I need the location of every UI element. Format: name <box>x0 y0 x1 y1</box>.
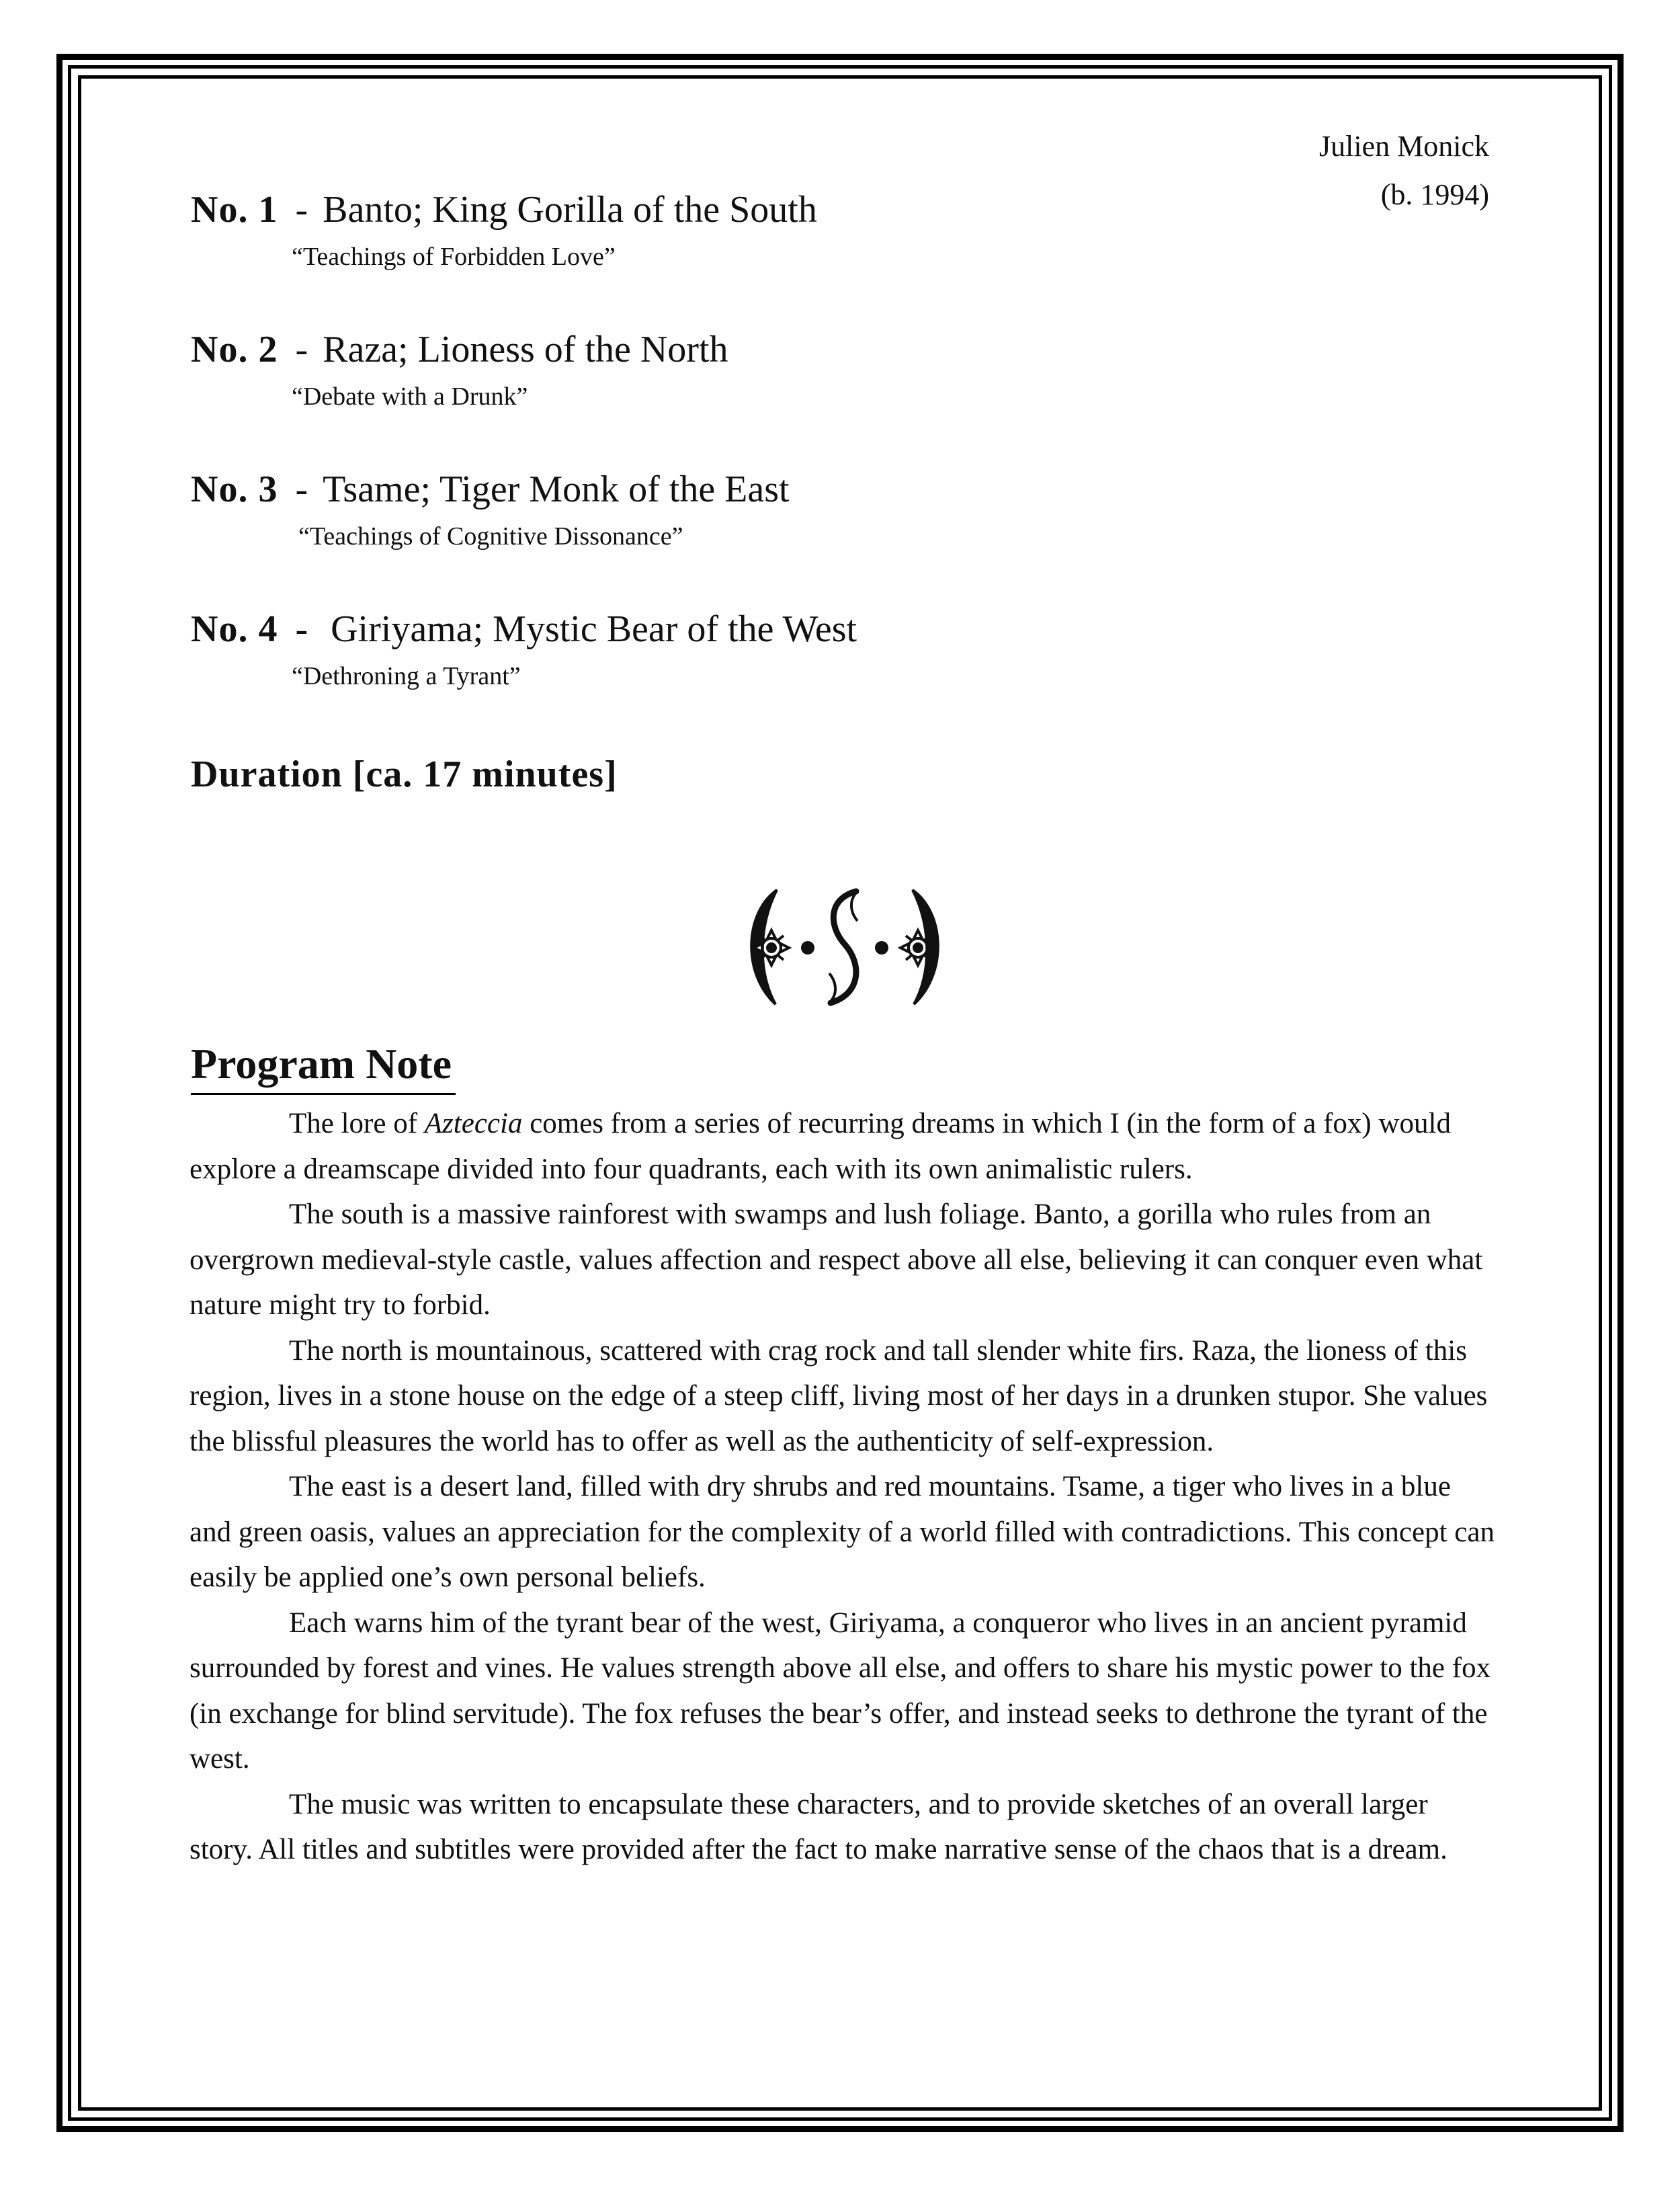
movement-title: Raza; Lioness of the North <box>323 329 728 370</box>
movement-subtitle: “Debate with a Drunk” <box>292 382 528 411</box>
paragraph-text: comes from a series of recurring dreams in which I (in the form of a fox) would explore a dreamscape divided into four quadrants, each with its own animalistic rulers. <box>190 1108 1451 1185</box>
movement-title-line <box>191 183 817 237</box>
movement-number: No. 4 <box>191 608 278 650</box>
paragraph-text: The lore of <box>289 1108 425 1139</box>
movement-title-line <box>191 462 790 516</box>
composer-name: Julien Monick <box>1319 130 1489 163</box>
movement-title: Giriyama; Mystic Bear of the West <box>331 608 857 650</box>
program-note-paragraph: The north is mountainous, scattered with crag rock and tall slender white firs. Raza, the lioness of this region, lives in a stone house on the edge of a steep cliff, living most of her days in a drunken stupor. She values the blissful pleasures the world has to offer as well as the authenticity of self-expression. <box>190 1334 1488 1457</box>
program-note-paragraph: The east is a desert land, filled with dry shrubs and red mountains. Tsame, a tiger who lives in a blue and green oasis, values an appreciation for the complexity of a world filled with contradictions. This concept can easily be applied one’s own personal beliefs. <box>190 1471 1495 1593</box>
program-note-body <box>190 1101 1495 1873</box>
movement-dash: - <box>295 189 308 231</box>
program-note-paragraph <box>190 1101 1495 1192</box>
composer-credit <box>1319 122 1489 219</box>
movement-title-line <box>191 323 728 376</box>
work-title: Azteccia <box>424 1108 523 1139</box>
movement-subtitle: “Teachings of Cognitive Dissonance” <box>298 522 683 551</box>
movement-3 <box>191 462 790 557</box>
movement-title: Banto; King Gorilla of the South <box>323 189 817 231</box>
movement-subtitle: “Dethroning a Tyrant” <box>292 662 521 690</box>
program-note-heading: Program Note <box>191 1035 456 1095</box>
program-note-paragraph: Each warns him of the tyrant bear of the west, Giriyama, a conqueror who lives in an ancient pyramid surrounded by forest and vines. He values strength above all else, and offers to share his mystic power to the fox (in exchange for blind servitude). The fox refuses the bear’s offer, and instead seeks to dethrone the tyrant of the west. <box>190 1607 1491 1775</box>
program-note-paragraph: The south is a massive rainforest with swamps and lush foliage. Banto, a gorilla who rules from an overgrown medieval-style castle, values affection and respect above all else, believing it can conquer even what nature might try to forbid. <box>190 1199 1483 1321</box>
movement-dash: - <box>295 608 308 650</box>
movement-2 <box>191 323 728 417</box>
duration: Duration [ca. 17 minutes] <box>191 754 618 795</box>
movement-title: Tsame; Tiger Monk of the East <box>323 469 790 510</box>
section-ornament-icon <box>738 886 952 1007</box>
movement-number: No. 2 <box>191 329 278 370</box>
movement-subtitle: “Teachings of Forbidden Love” <box>292 243 616 271</box>
movement-number: No. 1 <box>191 189 278 231</box>
movement-number: No. 3 <box>191 469 278 510</box>
movement-4 <box>191 602 857 696</box>
movement-1 <box>191 183 817 277</box>
program-note-paragraph: The music was written to encapsulate these characters, and to provide sketches of an overall larger story. All titles and subtitles were provided after the fact to make narrative sense of the chaos that is a dream. <box>190 1788 1447 1865</box>
composer-dates: (b. 1994) <box>1380 178 1489 211</box>
movement-title-line <box>191 602 857 656</box>
movement-dash: - <box>295 329 308 370</box>
movement-dash: - <box>295 469 308 510</box>
